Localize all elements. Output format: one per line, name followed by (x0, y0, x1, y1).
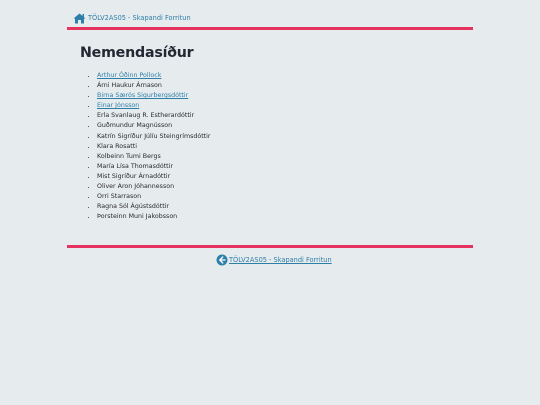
student-list-item (97, 162, 211, 172)
top-accent-bar (67, 27, 473, 30)
home-icon[interactable] (73, 13, 86, 24)
student-page-link[interactable]: Einar Jónsson (97, 102, 140, 110)
student-list-item (97, 91, 211, 101)
header-course-link[interactable]: TÖLV2AS05 - Skapandi Forritun (88, 14, 191, 22)
header (73, 11, 191, 25)
student-page-link[interactable]: Arthur Óðinn Pollock (97, 72, 162, 79)
student-list-item (97, 212, 211, 222)
student-list-item (97, 152, 211, 162)
student-list-item (97, 81, 211, 91)
student-list-item (97, 172, 211, 182)
student-list-item (97, 142, 211, 152)
student-list-item (97, 132, 211, 142)
student-name: Klara Rosatti (97, 142, 137, 150)
student-list-item (97, 121, 211, 131)
page-title: Nemendasíður (80, 45, 194, 61)
student-page-link[interactable]: Birna Særós Sigurbergsdóttir (97, 92, 189, 100)
student-name: Katrín Sigríður Júlíu Steingrímsdóttir (97, 132, 211, 140)
student-list-item (97, 202, 211, 212)
footer (216, 253, 332, 267)
student-list-item (97, 101, 211, 111)
student-name: María Lísa Thomasdóttir (97, 162, 173, 170)
student-list (90, 71, 211, 222)
student-name: Þorsteinn Muni Jakobsson (97, 213, 178, 221)
student-list-item (97, 111, 211, 121)
student-name: Guðmundur Magnússon (97, 122, 173, 130)
student-name: Mist Sigríður Árnadóttir (97, 172, 171, 180)
arrow-circle-left-icon[interactable] (216, 254, 228, 266)
student-list-item (97, 192, 211, 202)
bottom-accent-bar (67, 245, 473, 248)
student-name: Árni Haukur Árnason (97, 82, 162, 90)
footer-course-link[interactable]: TÖLV2AS05 - Skapandi Forritun (229, 256, 332, 264)
student-name: Orri Starrason (97, 193, 142, 201)
student-list-item (97, 71, 211, 81)
student-name: Ragna Sól Ágústsdóttir (97, 203, 169, 211)
student-name: Oliver Aron Jóhannesson (97, 183, 175, 191)
student-list-item (97, 182, 211, 192)
student-name: Erla Svanlaug R. Estherardóttir (97, 112, 195, 120)
student-name: Kolbeinn Tumi Bergs (97, 152, 161, 160)
